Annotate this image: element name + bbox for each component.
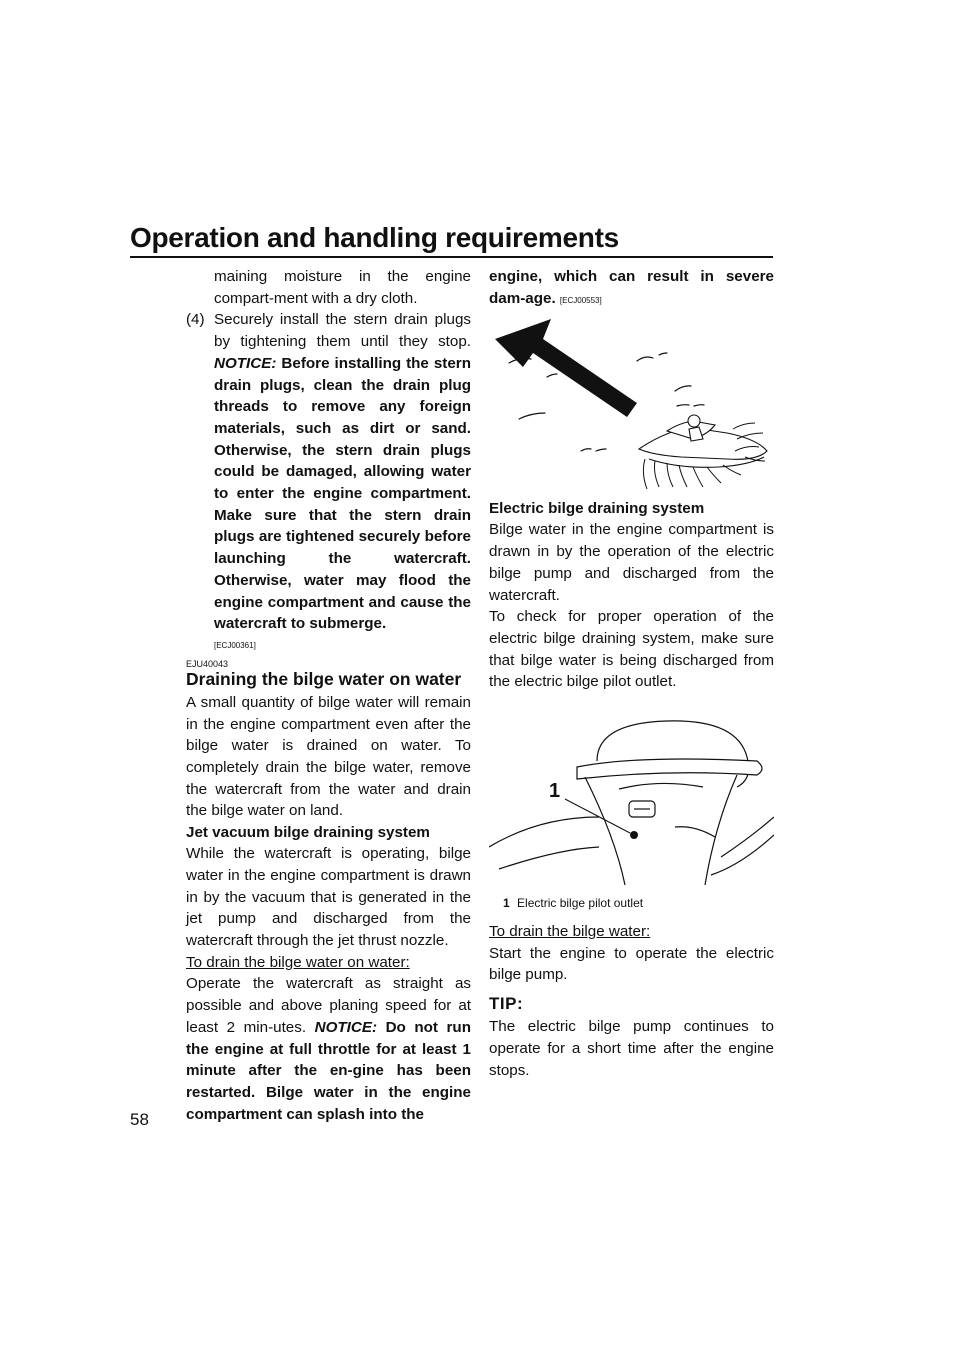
notice-2-text: Do not run the engine at full throttle for at least 1 minute after the en-gine has been restarted. Bilge water in the engine compartment can splash into the <box>186 1018 471 1123</box>
intro-paragraph: A small quantity of bilge water will remain in the engine compartment even after the bilge water is drained on water. To completely drain the bilge water, remove the watercraft from the water and drain the bilge water on land. <box>186 693 471 820</box>
notice-2-label: NOTICE: <box>314 1018 378 1036</box>
page-title: Operation and handling requirements <box>130 222 619 253</box>
drain-label: To drain the bilge water: <box>489 923 651 941</box>
notice-text: Before installing the stern drain plugs, clean the drain plug threads to remove any foreign materials, such as dirt or sand. Otherwise, the stern drain plugs could be damaged, allowing water to enter the engine compartment. Make sure that the stern drain plugs are tightened securely before launching the watercraft. Otherwise, water may flood the engine compartment and cause the watercraft to submerge. <box>214 354 471 633</box>
electric-bilge-text-2: To check for proper operation of the electric bilge draining system, make sure that bilge water is being discharged from the electric bilge pilot outlet. <box>489 608 774 691</box>
drain-on-water-text <box>186 973 471 1125</box>
notice-2-text-cont: engine, which can result in severe dam-age. <box>489 268 774 307</box>
left-column <box>186 266 471 1125</box>
watercraft-straight-ahead-illustration <box>489 311 774 491</box>
notice-label: NOTICE: <box>214 354 277 372</box>
watercraft-icon <box>639 415 767 467</box>
direction-arrow-icon <box>495 319 637 417</box>
jet-vacuum-heading: Jet vacuum bilge draining system <box>186 824 430 842</box>
tip-heading: TIP: <box>489 994 524 1014</box>
right-column <box>489 266 774 1081</box>
continued-text: maining moisture in the engine compart-ment with a dry cloth. <box>214 268 471 307</box>
section-code: EJU40043 <box>186 658 229 669</box>
stern-illustration <box>489 707 774 893</box>
step-4-text: Securely install the stern drain plugs by tightening them until they stop. <box>214 311 471 351</box>
seat-base <box>577 759 762 779</box>
hull-side-left <box>489 817 599 847</box>
caption-text: Electric bilge pilot outlet <box>517 896 644 911</box>
page-number: 58 <box>130 1110 149 1129</box>
jet-vacuum-text: While the watercraft is operating, bilge water in the engine compartment is drawn in by the vacuum that is generated in the jet pump and discharged from the watercraft through the jet thrust nozzle. <box>186 845 471 949</box>
bilge-outlet-figure <box>489 707 774 911</box>
notice-2-code: [ECJ00553] <box>559 295 602 305</box>
step-4-number: (4) <box>186 311 205 329</box>
step-4 <box>186 309 471 653</box>
drain-text: Operate the watercraft as straight as possible and above planing speed for at least 2 min-utes. <box>186 975 471 1036</box>
figure-caption <box>489 895 774 911</box>
pilot-outlet-icon <box>630 831 638 839</box>
notice-code: [ECJ00361] <box>214 640 256 650</box>
seat-outline <box>597 721 749 787</box>
hull-side-right <box>721 817 774 857</box>
electric-bilge-text-1: Bilge water in the engine compartment is drawn in by the operation of the electric bilge pump and discharged from the watercraft. <box>489 521 774 604</box>
drain-on-water-label: To drain the bilge water on water: <box>186 953 410 971</box>
section-heading: Draining the bilge water on water <box>186 668 462 689</box>
title-divider <box>130 256 773 258</box>
figure-callout: 1 <box>549 780 561 803</box>
hull-right <box>705 775 737 885</box>
electric-bilge-heading: Electric bilge draining system <box>489 500 705 518</box>
caption-number: 1 <box>503 896 510 911</box>
drain-text: Start the engine to operate the electric bilge pump. <box>489 944 774 984</box>
tip-text: The electric bilge pump continues to operate for a short time after the engine stops. <box>489 1018 774 1079</box>
hull-left <box>585 777 625 885</box>
